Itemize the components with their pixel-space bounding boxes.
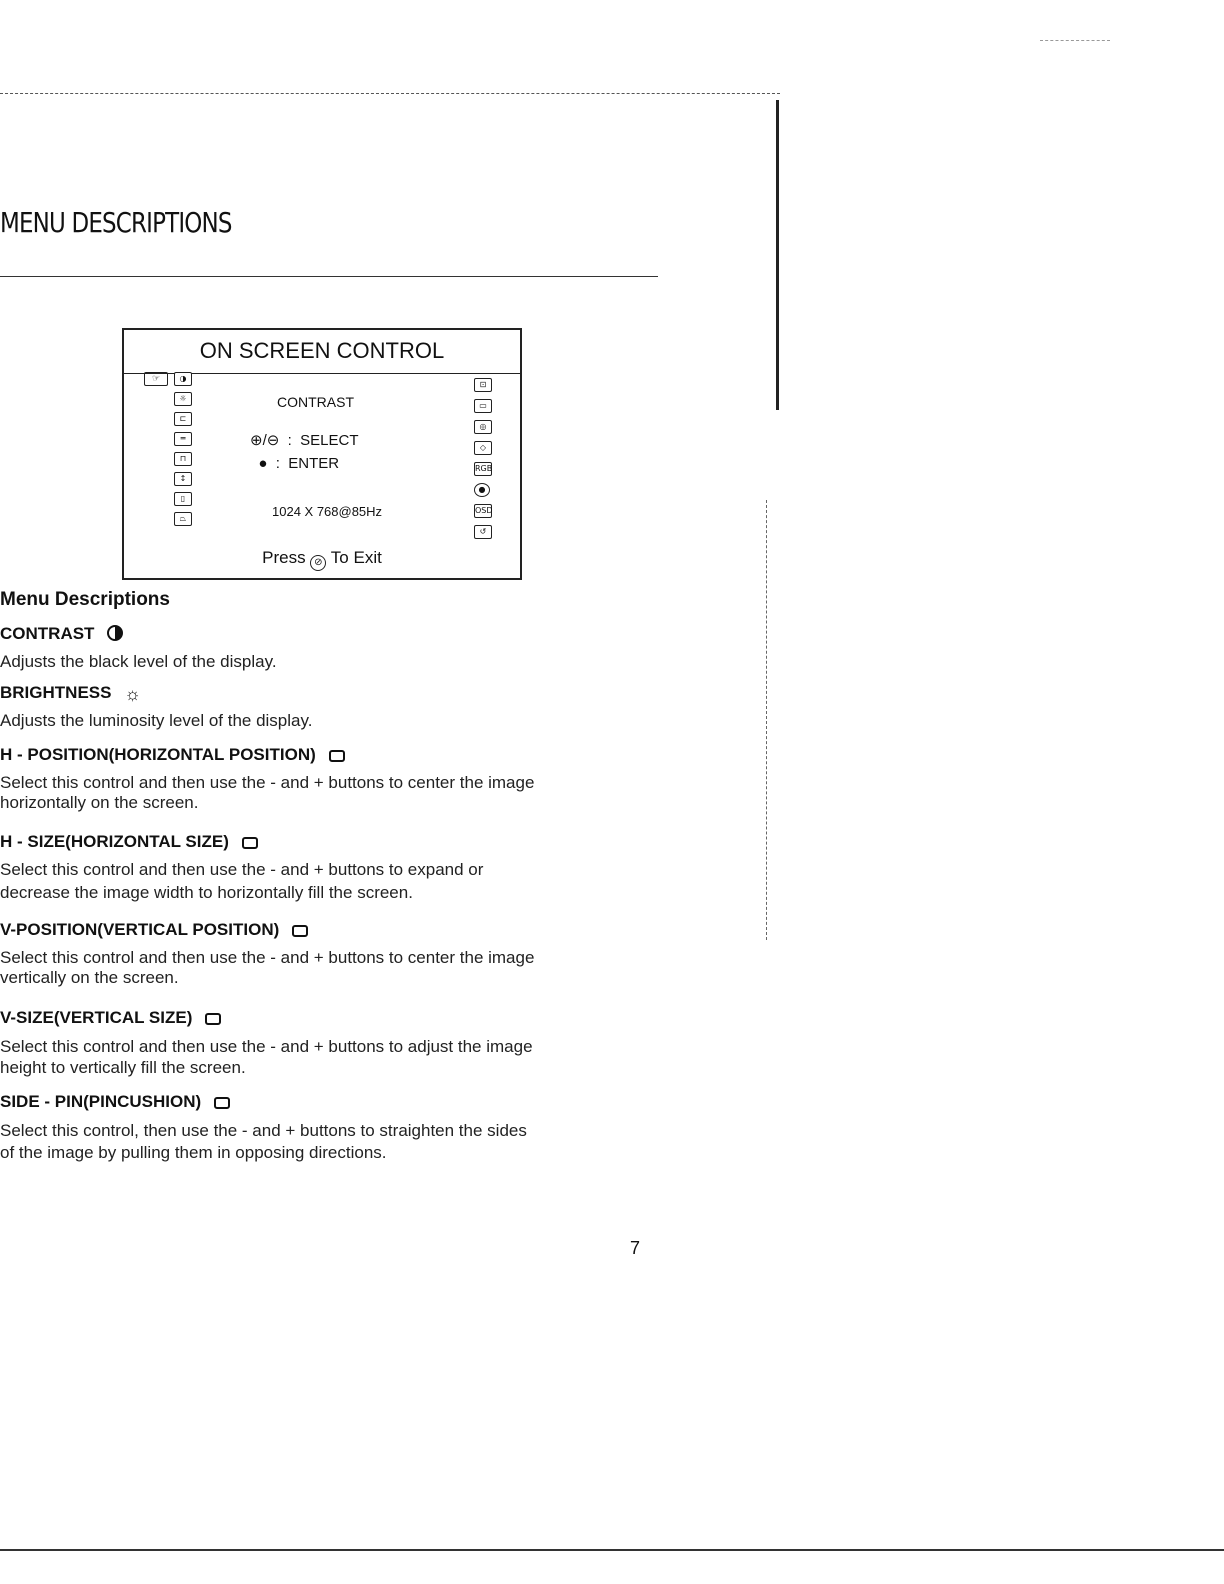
- side-pin-balance-icon: ⊡: [474, 378, 492, 392]
- h-size-desc-2: decrease the image width to horizontally fill the screen.: [0, 883, 413, 902]
- section-title: Menu Descriptions: [0, 589, 170, 610]
- contrast-icon: [107, 625, 123, 641]
- h-position-desc-1: Select this control and then use the - and + buttons to center the image: [0, 773, 535, 792]
- v-position-desc-2: vertically on the screen.: [0, 968, 179, 987]
- bottom-page-edge: [0, 1549, 1224, 1551]
- pointer-hand-icon: ☞: [144, 372, 168, 386]
- contrast-desc: Adjusts the black level of the display.: [0, 652, 277, 671]
- page-number: 7: [630, 1238, 641, 1258]
- h-position-icon: [329, 750, 345, 762]
- side-pin-icon: [214, 1097, 230, 1109]
- right-page-edge-dashed: [766, 500, 768, 940]
- contrast-heading: CONTRAST: [0, 624, 123, 644]
- recall-icon: ↺: [474, 525, 492, 539]
- brightness-heading: BRIGHTNESS ☼: [0, 683, 141, 704]
- osd-panel: [122, 328, 522, 580]
- v-position-desc-1: Select this control and then use the - and + buttons to center the image: [0, 948, 535, 967]
- top-scan-line: [0, 93, 780, 94]
- osd-exit-suffix: To Exit: [330, 548, 382, 567]
- contrast-icon: ◑: [174, 372, 192, 386]
- v-size-desc-1: Select this control and then use the - and + buttons to adjust the image: [0, 1037, 533, 1056]
- brightness-desc: Adjusts the luminosity level of the display.: [0, 711, 313, 730]
- rgb-icon: RGB: [474, 462, 492, 476]
- h-size-icon: [242, 837, 258, 849]
- side-pin-desc-1: Select this control, then use the - and + buttons to straighten the sides: [0, 1121, 527, 1140]
- osd-icon: OSD: [474, 504, 492, 518]
- trapezoid-icon: ⏢: [174, 512, 192, 526]
- language-icon: ●: [474, 483, 490, 497]
- v-size-desc-2: height to vertically fill the screen.: [0, 1058, 246, 1077]
- h-position-desc-2: horizontally on the screen.: [0, 793, 199, 812]
- osd-title: ON SCREEN CONTROL: [199, 338, 445, 363]
- page-title: MENU DESCRIPTIONS: [0, 206, 232, 239]
- side-pin-icon: ▯: [174, 492, 192, 506]
- brightness-icon: ☼: [174, 392, 192, 406]
- osd-exit-prefix: Press: [262, 548, 306, 567]
- rotation-icon: ◇: [474, 441, 492, 455]
- h-size-icon: ═: [174, 432, 192, 446]
- corner-marks: [1040, 40, 1110, 41]
- v-size-icon: [205, 1013, 221, 1025]
- v-size-heading: V-SIZE(VERTICAL SIZE): [0, 1008, 221, 1028]
- v-size-icon: ↕: [174, 472, 192, 486]
- exit-button-icon: ⊘: [310, 555, 326, 571]
- h-position-heading: H - POSITION(HORIZONTAL POSITION): [0, 745, 345, 765]
- osd-enter-hint: ● : ENTER: [250, 455, 340, 472]
- degauss-icon: ◎: [474, 420, 492, 434]
- v-position-icon: [292, 925, 308, 937]
- right-page-edge: [776, 100, 779, 410]
- v-position-heading: V-POSITION(VERTICAL POSITION): [0, 920, 308, 940]
- osd-exit-hint: [124, 548, 520, 571]
- h-size-heading: H - SIZE(HORIZONTAL SIZE): [0, 832, 258, 852]
- parallelogram-icon: ▭: [474, 399, 492, 413]
- osd-resolution: 1024 X 768@85Hz: [272, 504, 383, 519]
- v-position-icon: ⊓: [174, 452, 192, 466]
- osd-current-item: CONTRAST: [277, 394, 354, 410]
- h-size-desc-1: Select this control and then use the - and + buttons to expand or: [0, 860, 484, 879]
- osd-select-hint: ⊕/⊖ : SELECT: [250, 432, 359, 449]
- side-pin-heading: SIDE - PIN(PINCUSHION): [0, 1092, 230, 1112]
- title-underline: [0, 276, 658, 277]
- h-position-icon: ⊏: [174, 412, 192, 426]
- side-pin-desc-2: of the image by pulling them in opposing directions.: [0, 1143, 387, 1162]
- brightness-icon: ☼: [124, 684, 141, 704]
